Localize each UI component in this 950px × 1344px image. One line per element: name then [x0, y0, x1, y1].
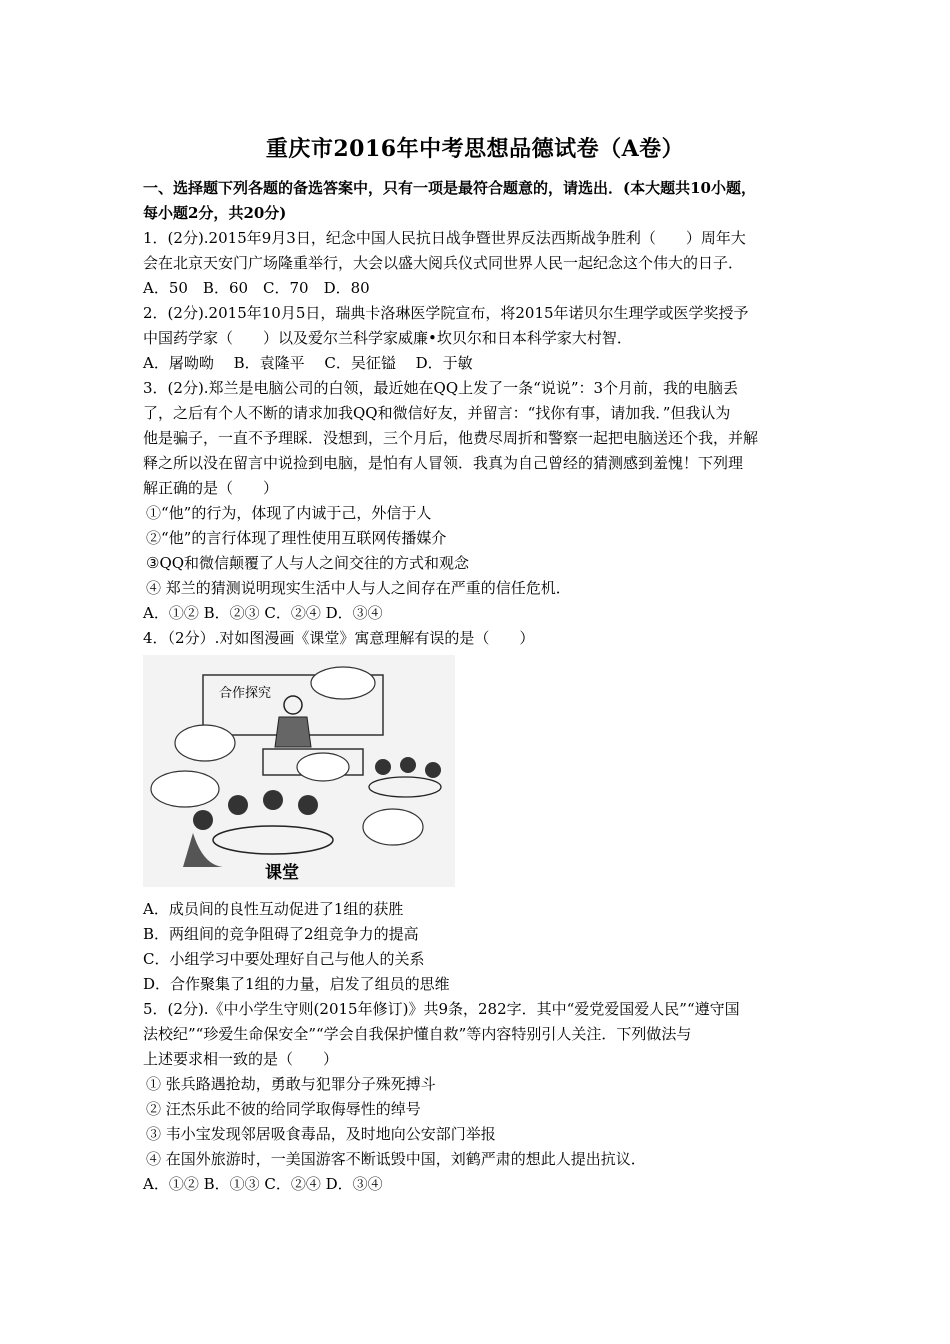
q5-options: A．①② B．①③ C．②④ D．③④	[143, 1175, 383, 1193]
q2-line2: 中国药学家（ ）以及爱尔兰科学家威廉•坎贝尔和日本科学家大村智．	[143, 329, 632, 347]
q3-statement-2: ②“他”的言行体现了理性使用互联网传播媒介	[146, 529, 447, 547]
q3-line2: 了，之后有个人不断的请求加我QQ和微信好友，并留言：“找你有事，请加我．”但我认为	[143, 404, 731, 422]
classroom-cartoon	[143, 655, 455, 887]
exam-title: 重庆市2016年中考思想品德试卷（A卷）	[265, 136, 685, 162]
cartoon-drawing	[143, 655, 455, 887]
q5-line1: 5．(2分).《中小学生守则(2015年修订)》共9条，282字．其中“爱党爱国爱人民”“遵守国	[143, 1000, 740, 1018]
q4-line1: 4．（2分）.对如图漫画《课堂》寓意理解有误的是（ ）	[143, 629, 535, 647]
q3-line5: 解正确的是（ ）	[143, 479, 279, 497]
cartoon-caption: 课堂	[265, 863, 299, 883]
q4-option-a: A．成员间的良性互动促进了1组的获胜	[143, 900, 404, 918]
q3-line3: 他是骗子，一直不予理睬．没想到，三个月后，他费尽周折和警察一起把电脑送还个我，并解	[143, 429, 759, 447]
section-heading-line1: 一、选择题下列各题的备选答案中，只有一项是最符合题意的，请选出．(本大题共10小题，	[143, 179, 756, 197]
q4-option-c: C．小组学习中要处理好自己与他人的关系	[143, 950, 425, 968]
q5-statement-1: ① 张兵路遇抢劫，勇敢与犯罪分子殊死搏斗	[146, 1075, 436, 1093]
q2-options: A．屠呦呦 B．袁隆平 C．吴征镒 D．于敏	[143, 354, 473, 372]
q5-line3: 上述要求相一致的是（ ）	[143, 1050, 339, 1068]
q3-line4: 释之所以没在留言中说捡到电脑，是怕有人冒领．我真为自己曾经的猜测感到羞愧！下列理	[143, 454, 744, 472]
section-heading-line2: 每小题2分，共20分)	[143, 204, 287, 222]
q5-line2: 法校纪”“珍爱生命保安全”“学会自我保护懂自救”等内容特别引人关注．下列做法与	[143, 1025, 692, 1043]
q4-option-b: B．两组间的竞争阻碍了2组竞争力的提高	[143, 925, 419, 943]
q3-statement-1: ①“他”的行为，体现了内诚于己，外信于人	[146, 504, 432, 522]
q3-options: A．①② B．②③ C．②④ D．③④	[143, 604, 383, 622]
q2-line1: 2．(2分).2015年10月5日，瑞典卡洛琳医学院宣布，将2015年诺贝尔生理学或医学奖授予	[143, 304, 749, 322]
q1-line1: 1．(2分).2015年9月3日，纪念中国人民抗日战争暨世界反法西斯战争胜利（ ）周年大	[143, 229, 746, 247]
q4-option-d: D．合作聚集了1组的力量，启发了组员的思维	[143, 975, 450, 993]
cartoon-board-title: 合作探究	[219, 686, 272, 701]
q5-statement-4: ④ 在国外旅游时，一美国游客不断诋毁中国，刘鹤严肃的想此人提出抗议．	[146, 1150, 646, 1168]
q5-statement-2: ② 汪杰乐此不彼的给同学取侮辱性的绰号	[146, 1100, 421, 1118]
q3-statement-3: ③QQ和微信颠覆了人与人之间交往的方式和观念	[146, 554, 470, 572]
q5-statement-3: ③ 韦小宝发现邻居吸食毒品，及时地向公安部门举报	[146, 1125, 496, 1143]
exam-content	[143, 176, 813, 1197]
q1-options: A．50 B．60 C．70 D．80	[143, 279, 370, 297]
q3-line1: 3．(2分).郑兰是电脑公司的白领，最近她在QQ上发了一条“说说”：3个月前，我的电脑丢	[143, 379, 739, 397]
q3-statement-4: ④ 郑兰的猜测说明现实生活中人与人之间存在严重的信任危机．	[146, 579, 571, 597]
q1-line2: 会在北京天安门广场隆重举行，大会以盛大阅兵仪式同世界人民一起纪念这个伟大的日子．	[143, 254, 744, 272]
